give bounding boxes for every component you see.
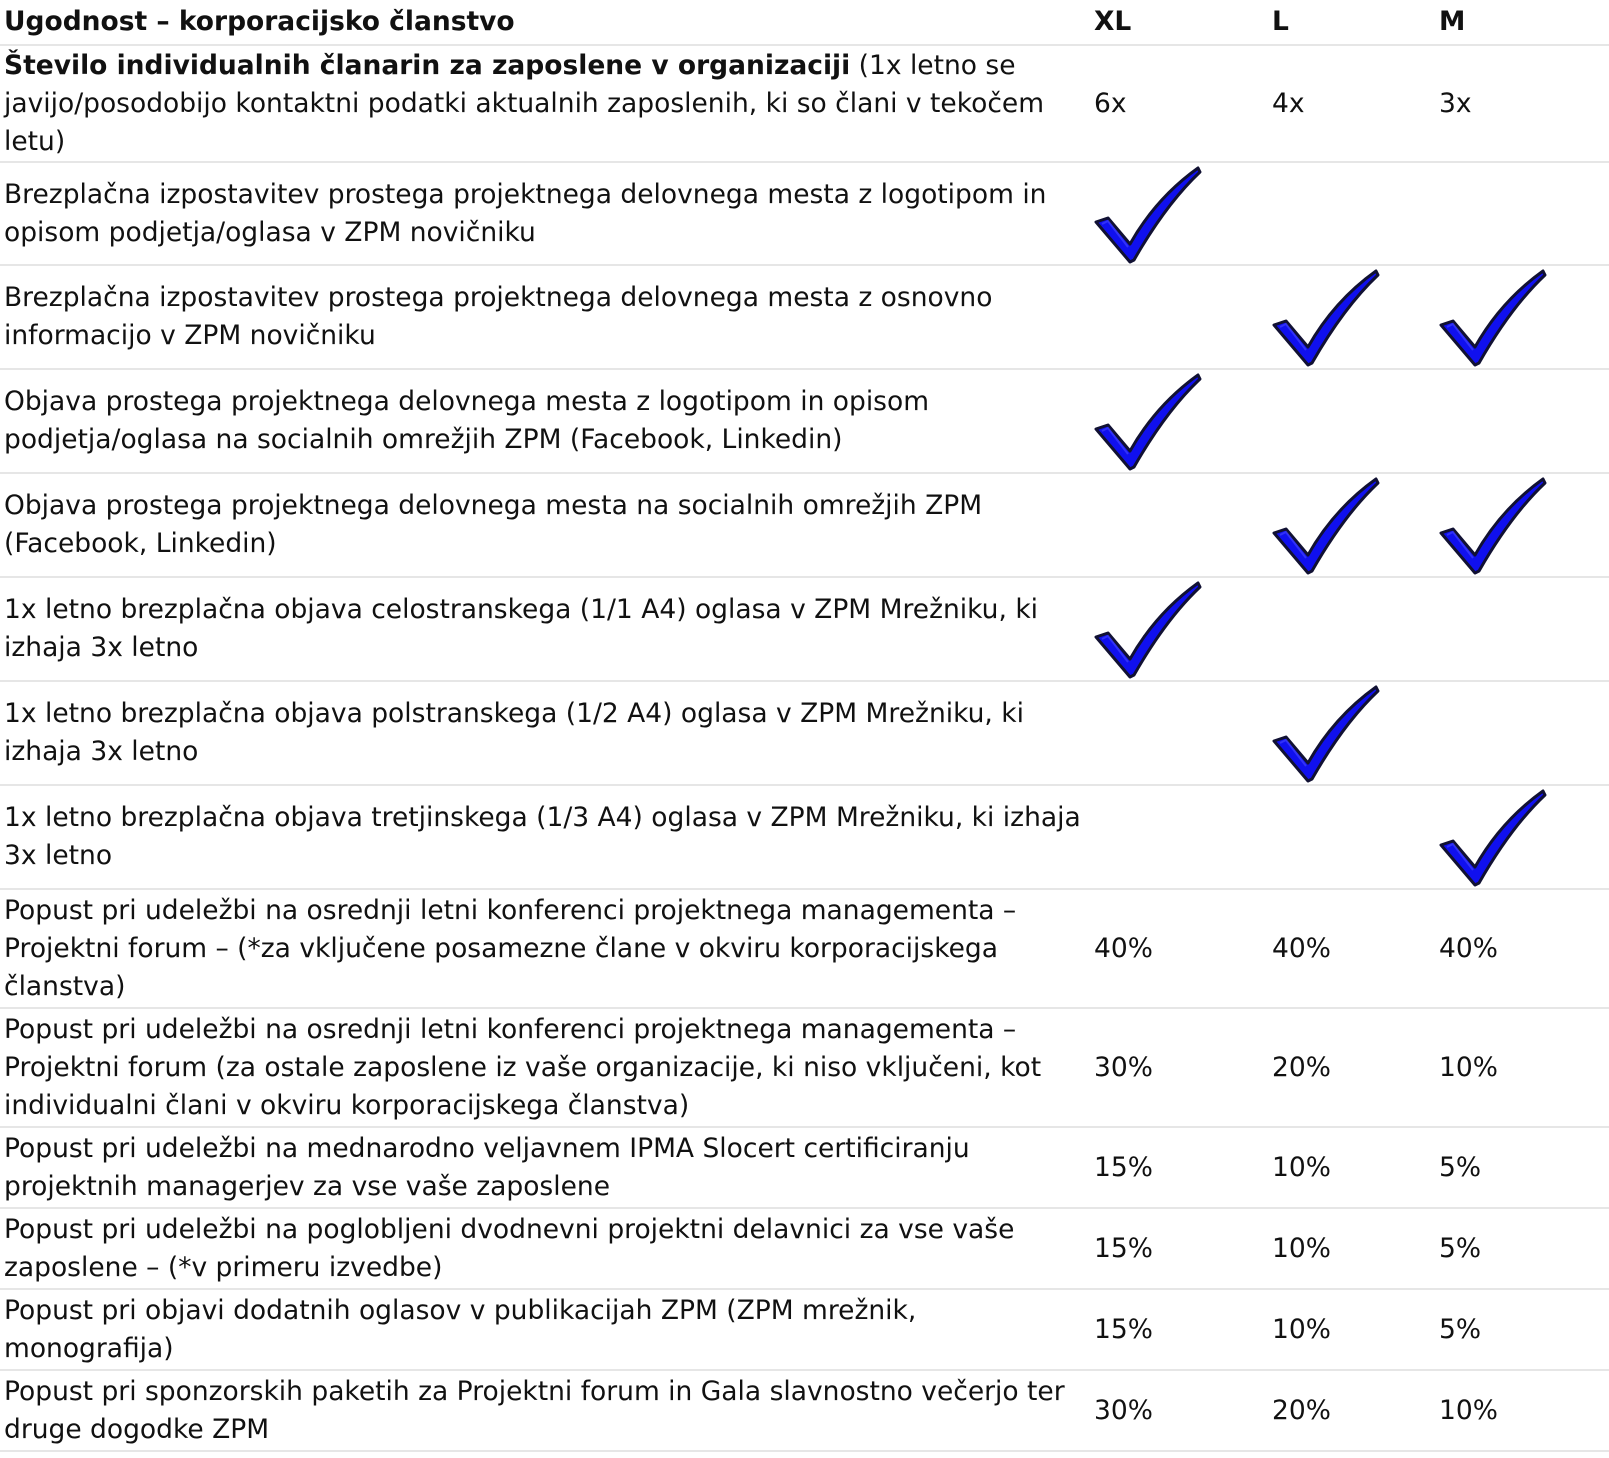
- checkmark-icon: [1272, 267, 1382, 367]
- cell-l: [1268, 162, 1435, 265]
- benefit-description: Popust pri udeležbi na osrednji letni konferenci projektnega managementa – Projektni forum (za ostale zaposlene iz vaše organizacije, ki niso vključeni, kot individualni člani v okviru korporacijskega članstva): [0, 1008, 1090, 1127]
- cell-m: [1435, 785, 1609, 889]
- table-row: [0, 1008, 1609, 1127]
- value-m: 40%: [1435, 889, 1609, 1008]
- header-tier-m: M: [1435, 0, 1609, 45]
- value-xl: 30%: [1090, 1370, 1268, 1451]
- cell-xl: [1090, 681, 1268, 785]
- cell-m: [1435, 577, 1609, 681]
- table-row: [0, 162, 1609, 265]
- value-m: 5%: [1435, 1127, 1609, 1208]
- table-row: [0, 681, 1609, 785]
- table-row: [0, 369, 1609, 473]
- cell-m: [1435, 473, 1609, 577]
- checkmark-icon: [1439, 475, 1549, 575]
- value-m: 5%: [1435, 1289, 1609, 1370]
- value-xl: 40%: [1090, 889, 1268, 1008]
- value-xl: 6x: [1090, 45, 1268, 162]
- table-row: [0, 889, 1609, 1008]
- value-l: 20%: [1268, 1370, 1435, 1451]
- benefit-description: Objava prostega projektnega delovnega mesta z logotipom in opisom podjetja/oglasa na socialnih omrežjih ZPM (Facebook, Linkedin): [0, 369, 1090, 473]
- benefit-description: Popust pri udeležbi na poglobljeni dvodnevni projektni delavnici za vse vaše zaposlene – (*v primeru izvedbe): [0, 1208, 1090, 1289]
- table-row: [0, 1289, 1609, 1370]
- cell-l: [1268, 473, 1435, 577]
- table-row: [0, 473, 1609, 577]
- cell-l: [1268, 681, 1435, 785]
- checkmark-icon: [1272, 475, 1382, 575]
- benefit-description: Objava prostega projektnega delovnega mesta na socialnih omrežjih ZPM (Facebook, Linkedin): [0, 473, 1090, 577]
- benefit-description: [0, 45, 1090, 162]
- benefit-description: 1x letno brezplačna objava tretjinskega (1/3 A4) oglasa v ZPM Mrežniku, ki izhaja 3x letno: [0, 785, 1090, 889]
- benefit-text: (1x letno se javijo/posodobijo kontaktni podatki aktualnih zaposlenih, ki so člani v tekočem letu): [4, 49, 1045, 157]
- benefit-description: Popust pri udeležbi na osrednji letni konferenci projektnega managementa – Projektni forum – (*za vključene posamezne člane v okviru korporacijskega članstva): [0, 889, 1090, 1008]
- table-row: [0, 265, 1609, 369]
- table-row: [0, 1370, 1609, 1451]
- value-m: 3x: [1435, 45, 1609, 162]
- cell-m: [1435, 162, 1609, 265]
- cell-l: [1268, 785, 1435, 889]
- benefit-description: Popust pri objavi dodatnih oglasov v publikacijah ZPM (ZPM mrežnik, monografija): [0, 1289, 1090, 1370]
- cell-xl: [1090, 369, 1268, 473]
- value-l: 4x: [1268, 45, 1435, 162]
- cell-m: [1435, 369, 1609, 473]
- checkmark-icon: [1272, 683, 1382, 783]
- table-row: [0, 577, 1609, 681]
- cell-m: [1435, 681, 1609, 785]
- cell-xl: [1090, 785, 1268, 889]
- checkmark-icon: [1439, 267, 1549, 367]
- checkmark-icon: [1094, 164, 1204, 264]
- cell-l: [1268, 577, 1435, 681]
- cell-xl: [1090, 473, 1268, 577]
- table-row: [0, 1208, 1609, 1289]
- value-xl: 15%: [1090, 1208, 1268, 1289]
- benefit-bold-text: Število individualnih članarin za zaposlene v organizaciji: [4, 49, 851, 81]
- cell-l: [1268, 265, 1435, 369]
- cell-xl: [1090, 265, 1268, 369]
- checkmark-icon: [1094, 579, 1204, 679]
- value-xl: 15%: [1090, 1289, 1268, 1370]
- value-m: 5%: [1435, 1208, 1609, 1289]
- header-tier-xl: XL: [1090, 0, 1268, 45]
- value-l: 40%: [1268, 889, 1435, 1008]
- checkmark-icon: [1094, 371, 1204, 471]
- header-tier-l: L: [1268, 0, 1435, 45]
- header-benefit: Ugodnost – korporacijsko članstvo: [0, 0, 1090, 45]
- cell-l: [1268, 369, 1435, 473]
- benefit-description: 1x letno brezplačna objava polstranskega (1/2 A4) oglasa v ZPM Mrežniku, ki izhaja 3x letno: [0, 681, 1090, 785]
- value-xl: 30%: [1090, 1008, 1268, 1127]
- table-row: [0, 785, 1609, 889]
- benefit-description: Brezplačna izpostavitev prostega projektnega delovnega mesta z logotipom in opisom podjetja/oglasa v ZPM novičniku: [0, 162, 1090, 265]
- table-row: [0, 1127, 1609, 1208]
- value-l: 20%: [1268, 1008, 1435, 1127]
- value-l: 10%: [1268, 1127, 1435, 1208]
- benefit-description: Popust pri udeležbi na mednarodno veljavnem IPMA Slocert certificiranju projektnih managerjev za vse vaše zaposlene: [0, 1127, 1090, 1208]
- benefit-description: Brezplačna izpostavitev prostega projektnega delovnega mesta z osnovno informacijo v ZPM novičniku: [0, 265, 1090, 369]
- value-m: 10%: [1435, 1370, 1609, 1451]
- cell-xl: [1090, 162, 1268, 265]
- value-m: 10%: [1435, 1008, 1609, 1127]
- cell-m: [1435, 265, 1609, 369]
- value-xl: 15%: [1090, 1127, 1268, 1208]
- table-row: [0, 45, 1609, 162]
- benefit-description: 1x letno brezplačna objava celostranskega (1/1 A4) oglasa v ZPM Mrežniku, ki izhaja 3x letno: [0, 577, 1090, 681]
- value-l: 10%: [1268, 1208, 1435, 1289]
- checkmark-icon: [1439, 787, 1549, 887]
- header-row: [0, 0, 1609, 45]
- cell-xl: [1090, 577, 1268, 681]
- value-l: 10%: [1268, 1289, 1435, 1370]
- benefit-description: Popust pri sponzorskih paketih za Projektni forum in Gala slavnostno večerjo ter druge dogodke ZPM: [0, 1370, 1090, 1451]
